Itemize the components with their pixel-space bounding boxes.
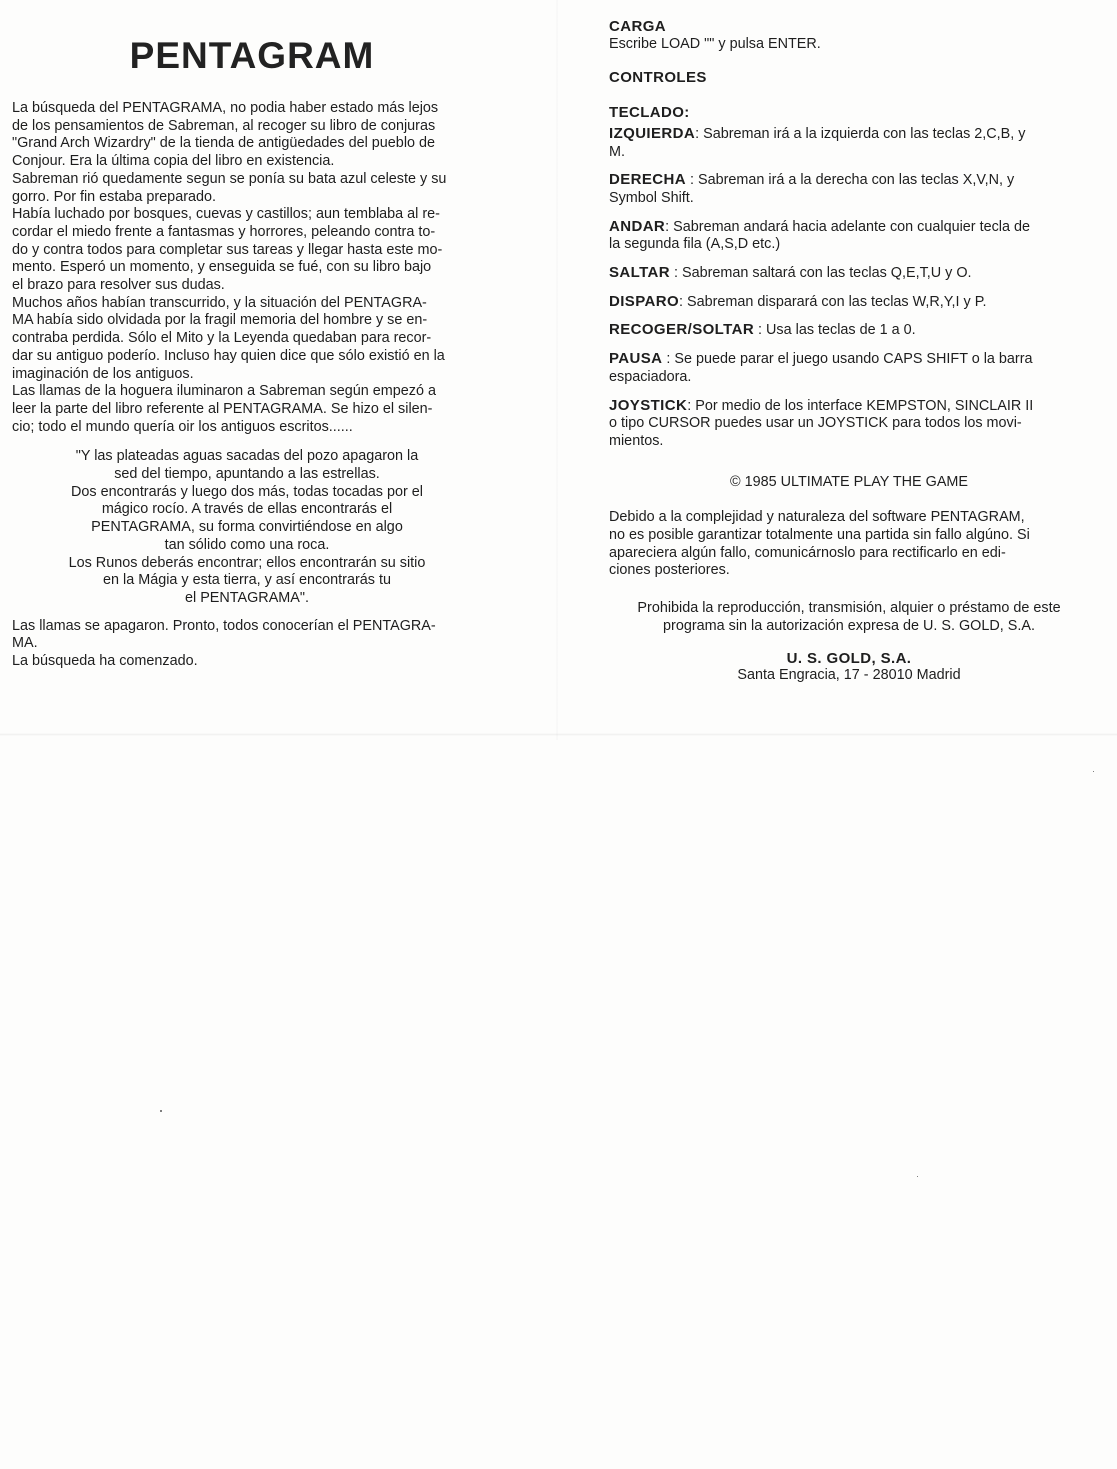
control-desc: : Sabreman disparará con las teclas W,R,Y,I y P. [679, 293, 987, 310]
controles-heading: CONTROLES [609, 69, 707, 87]
horizontal-fold-line [0, 733, 1117, 736]
copyright-line: © 1985 ULTIMATE PLAY THE GAME [730, 473, 968, 490]
control-joystick [609, 397, 1089, 451]
control-key: JOYSTICK [609, 396, 688, 414]
control-izquierda [609, 125, 1089, 161]
control-key: IZQUIERDA [609, 124, 696, 142]
intro-paragraphs: La búsqueda del PENTAGRAMA, no podia haber estado más lejos de los pensamientos de Sabreman, al recoger su libro de conjuras "Grand Arch Wizardry" de la tienda de antigüedades del pueblo de Conjour. Era la última copia del libro en existencia. Sabreman rió quedamente segun se ponía su bata azul celeste y su gorro. Por fin estaba preparado. Había luchado por bosques, cuevas y castillos; aun temblaba al re- cordar el miedo frente a fantasmas y horrores, peleando contra to- do y contra todos para completar sus tareas y llegar hasta este mo- mento. Esperó un momento, y enseguida se fué, con su libro bajo el brazo para resolver sus dudas. Muchos años habían transcurrido, y la situación del PENTAGRA- MA había sido olvidada por la fragil memoria del hombre y se en- contraba perdida. Sólo el Mito y la Leyenda quedaban para recor- dar su antiguo poderío. Incluso hay quien dice que sólo existió en la imaginación de los antiguos. Las llamas de la hoguera iluminaron a Sabreman según empezó a leer la parte del libro referente al PENTAGRAMA. Se hizo el silen- cio; todo el mundo quería oir los antiguos escritos...... [12, 100, 447, 435]
control-key: SALTAR [609, 264, 671, 282]
carga-instructions: Escribe LOAD "" y pulsa ENTER. [609, 35, 821, 52]
paper-speck [160, 1110, 162, 1112]
right-column [609, 18, 1089, 685]
control-saltar [609, 264, 1089, 283]
control-desc: : Se puede parar el juego usando CAPS SHIFT o la barra espaciadora. [609, 351, 1033, 385]
page-title: PENTAGRAM [129, 35, 375, 76]
control-recoger-soltar [609, 321, 1089, 340]
paper-speck [1093, 771, 1094, 772]
control-pausa [609, 350, 1089, 386]
vertical-fold-line [556, 0, 558, 740]
control-key: RECOGER/SOLTAR [609, 321, 755, 339]
disclaimer-paragraph: Debido a la complejidad y naturaleza del software PENTAGRAM, no es posible garantizar totalmente una partida sin fallo algúno. Si apareciera algún fallo, comunicárnoslo para rectificarlo en edi- ciones posteriores. [609, 509, 1030, 579]
teclado-heading: TECLADO: [609, 104, 690, 122]
closing-paragraph: Las llamas se apagaron. Pronto, todos conocerían el PENTAGRA- MA. La búsqueda ha comenzado. [12, 617, 436, 670]
paper-speck [917, 1176, 918, 1177]
control-key: PAUSA [609, 350, 663, 368]
control-key: DERECHA [609, 171, 686, 189]
control-desc: : Sabreman irá a la izquierda con las teclas 2,C,B, y M. [609, 125, 1026, 160]
control-disparo [609, 293, 1089, 312]
left-column [12, 30, 492, 671]
publisher-name: U. S. GOLD, S.A. [786, 649, 912, 667]
prohibition-notice: Prohibida la reproducción, transmisión, alquier o préstamo de este programa sin la autorización expresa de U. S. GOLD, S.A. [637, 600, 1061, 634]
control-key: ANDAR [609, 217, 666, 235]
control-desc: : Sabreman irá a la derecha con las teclas X,V,N, y Symbol Shift. [609, 172, 1015, 206]
poem-verse: "Y las plateadas aguas sacadas del pozo apagaron la sed del tiempo, apuntando a las estrellas. Dos encontrarás y luego dos más, todas tocadas por el mágico rocío. A través de ellas encontrarás el PENTAGRAMA, su forma convirtiéndose en algo tan sólido como una roca. Los Runos deberás encontrar; ellos encontrarán su sitio en la Mágia y esta tierra, y así encontrarás tu el PENTAGRAMA". [68, 448, 426, 606]
control-desc: : Usa las teclas de 1 a 0. [754, 322, 916, 339]
control-desc: : Sabreman saltará con las teclas Q,E,T,U y O. [670, 265, 972, 282]
control-key: DISPARO [609, 292, 680, 310]
control-derecha [609, 171, 1089, 207]
publisher-address: Santa Engracia, 17 - 28010 Madrid [737, 667, 961, 684]
control-andar [609, 218, 1089, 254]
control-desc: : Por medio de los interface KEMPSTON, SINCLAIR II o tipo CURSOR puedes usar un JOYSTICK para todos los movi- mientos. [609, 397, 1034, 449]
carga-heading: CARGA [609, 18, 666, 35]
control-desc: : Sabreman andará hacia adelante con cualquier tecla de la segunda fila (A,S,D etc.) [609, 218, 1030, 253]
